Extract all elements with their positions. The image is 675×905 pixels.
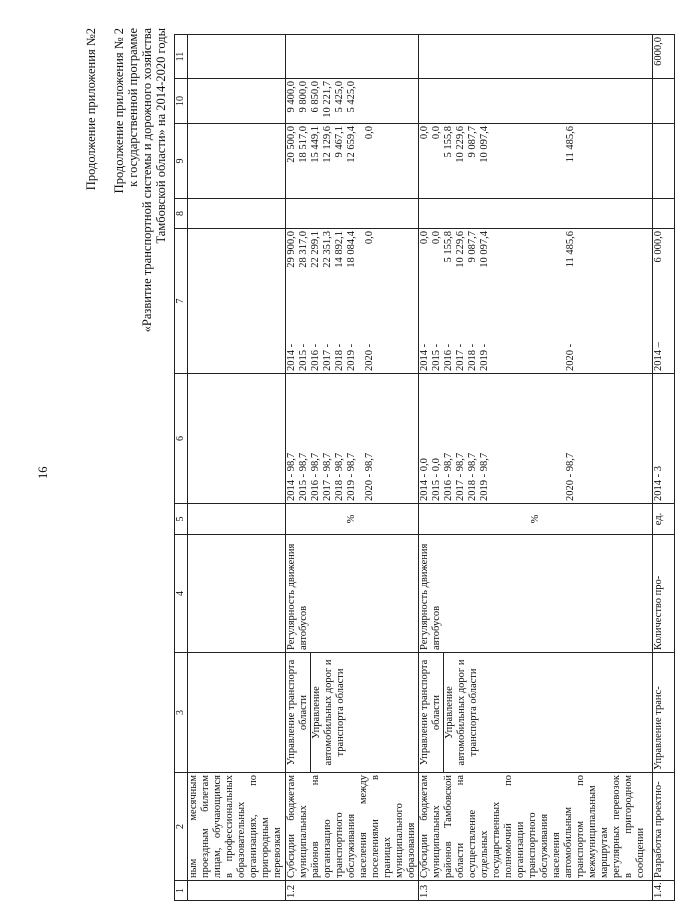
target-2020: 2020 - 98,7 [364, 452, 375, 501]
row-1-3-total-funding: 2014 - 0,0 2015 - 0,0 2016 - 5 155,8 2017 - 10 229,6 2018 - 9 087,7 2019 - 10 097,4 2020 - 11 485,6 [419, 229, 653, 374]
row-1-2-col10: 9 400,0 9 800,0 6 850,0 10 221,7 5 425,0 5 425,0 [286, 79, 419, 124]
target-2020: 2020 - 98,7 [565, 452, 576, 501]
target-2016: 2016 - 98,7 [310, 452, 321, 501]
target-2018: 2018 - 98,7 [334, 452, 345, 501]
row-1-4 [653, 35, 675, 901]
col-num-10: 10 [175, 79, 188, 124]
row-1-3-executor-b: Управление автомобильных дорог и транспорта области [444, 659, 479, 766]
row-1-4-target: 2014 - 3 [653, 374, 675, 504]
col-num-11: 11 [175, 35, 188, 79]
row-1-4-col11: 6000,0 [653, 35, 675, 79]
total-2016: 2016 - 22 299,1 [310, 231, 321, 371]
total-2018: 2018 - 14 892,1 [334, 231, 345, 371]
row-1-2 [286, 35, 419, 901]
col-num-3: 3 [175, 653, 188, 773]
total-2020: 2020 - 11 485,6 [565, 231, 576, 371]
row-1-2-executors [286, 653, 419, 773]
row-1-4-number: 1.4. [653, 881, 675, 901]
row-1-2-col9: 20 500,0 18 517,0 15 449,1 12 129,6 9 467,1 12 659,4 0,0 [286, 124, 419, 199]
col-num-9: 9 [175, 124, 188, 199]
column-number-row [175, 35, 188, 901]
continuation-row [188, 35, 286, 901]
col-num-4: 4 [175, 535, 188, 653]
row-1-3-indicator: Регулярность движения автобусов [419, 535, 653, 653]
row-1-3-number: 1.3 [419, 881, 653, 901]
header-program-title: «Развитие транспортной системы и дорожного хозяйства [140, 28, 154, 333]
total-2019: 2019 - 18 084,4 [346, 231, 357, 371]
total-2020: 2020 - 0,0 [364, 231, 375, 371]
page-number: 16 [36, 466, 50, 479]
row-1-2-target-values [286, 374, 419, 504]
row-1-2-total-funding [286, 229, 419, 374]
col-num-2: 2 [175, 773, 188, 881]
row-1-3-executors [419, 653, 653, 773]
col-num-6: 6 [175, 374, 188, 504]
row-1-4-indicator: Количество про- [653, 535, 675, 653]
col-num-5: 5 [175, 504, 188, 535]
row-1-3-unit: % [419, 504, 653, 535]
header-program: к государственной программе [126, 28, 140, 187]
program-table [174, 34, 675, 901]
row-1-2-description: Субсидии бюджетам муниципальных районов на организацию транспортного обслуживания населения между поселениями в границах муниципального образования [286, 773, 419, 881]
row-1-2-unit: % [286, 504, 419, 535]
col-num-1: 1 [175, 881, 188, 901]
row-1-4-total: 2014 – 6 000,0 [653, 229, 675, 374]
header-continuation: Продолжение приложения №2 [84, 28, 98, 191]
row-1-4-unit: ед. [653, 504, 675, 535]
row-1-3-target-values: 2014 - 0,0 2015 - 0,0 2016 - 98,7 2017 - 98,7 2018 - 98,7 2019 - 98,7 2020 - 98,7 [419, 374, 653, 504]
target-2017: 2017 - 98,7 [322, 452, 333, 501]
row-1-2-indicator: Регулярность движения автобусов [286, 535, 419, 653]
total-2014: 2014 - 29 900,0 [286, 231, 297, 371]
target-2014: 2014 - 98,7 [286, 452, 297, 501]
header-appendix: Продолжение приложения № 2 [112, 28, 126, 194]
row-1-3-col9: 0,0 0,0 5 155,8 10 229,6 9 087,7 10 097,4 11 485,6 [419, 124, 653, 199]
header-program-years: Тамбовской области» на 2014-2020 годы [154, 28, 168, 244]
target-2015: 2015 - 98,7 [298, 452, 309, 501]
row-1-3-executor-a: Управление транспорта области [419, 653, 444, 772]
row-1-4-executor: Управление транс- [653, 653, 675, 773]
col-num-8: 8 [175, 199, 188, 229]
total-2015: 2015 - 28 317,0 [298, 231, 309, 371]
row-1-3-description: Субсидии бюджетам муниципальных районов Тамбовской области на осуществление отдельных государственных полномочий по организации транспортного обслуживания населения автомобильным транспортом по межмуниципальным маршрутам регулярных перевозок в пригородном сообщении [419, 773, 653, 881]
row-1-2-number: 1.2 [286, 881, 419, 901]
continuation-text: ным месячным проездным билетам лицам, обучающимся в профессиональных образовательных организациях, по пригородным перевозкам [188, 773, 286, 881]
target-2019: 2019 - 98,7 [346, 452, 357, 501]
row-1-3 [419, 35, 653, 901]
row-1-4-description: Разработка проектно- [653, 773, 675, 881]
total-2017: 2017 - 22 351,3 [322, 231, 333, 371]
col-num-7: 7 [175, 229, 188, 374]
row-1-2-executor-b: Управление автомобильных дорог и транспорта области [311, 659, 346, 766]
row-1-2-executor-a: Управление транспорта области [286, 653, 311, 772]
